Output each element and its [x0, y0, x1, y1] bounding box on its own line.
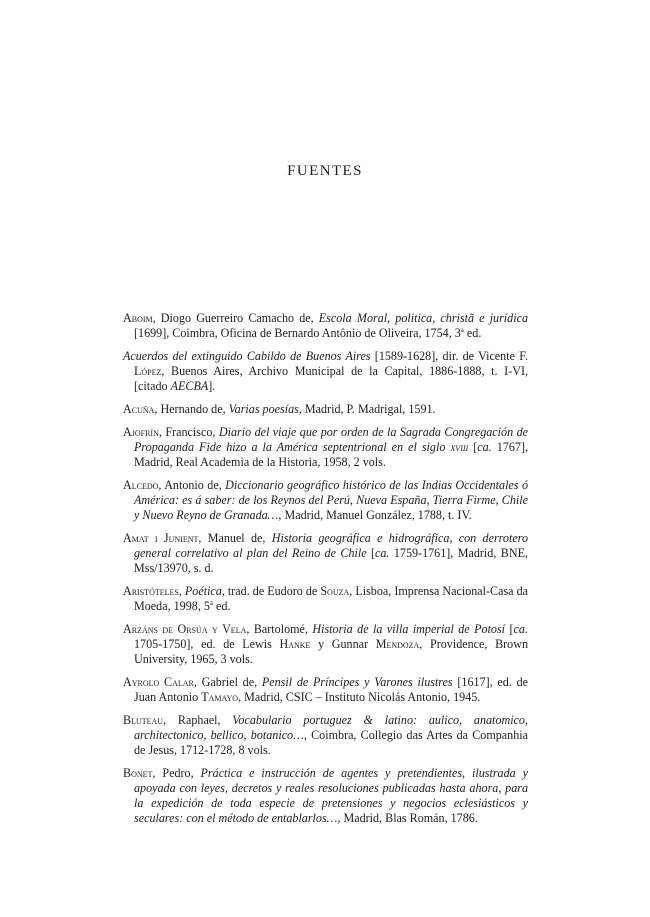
century-numeral: xviii [450, 440, 469, 454]
entry-text: , Pedro, [152, 766, 201, 780]
author-name: Arzáns de Orsúa y Vela [123, 622, 247, 636]
entry-text: , Bartolomé, [246, 622, 313, 636]
entry-text: , Raphael, [163, 713, 233, 727]
translator-name: Souza [320, 584, 350, 598]
editor-name: Tamayo [201, 690, 239, 704]
entry-text: , Francisco, [158, 425, 219, 439]
entry-text: , Madrid, CSIC – Instituto Nicolás Antonio, 1945. [238, 690, 481, 704]
author-name: Amat i Junient [123, 531, 199, 545]
editor-name: López [134, 364, 162, 378]
citation-abbreviation: AECBA [170, 379, 209, 393]
entry-text: , Gabriel de, [193, 675, 262, 689]
bibliography-list [123, 311, 528, 834]
bibliography-entry [123, 675, 528, 705]
work-title: Práctica e instrucción de agentes y pretendientes, ilustrada y apoyada con leyes, decretos y reales resoluciones publicadas hasta ahora, para la expedición de toda especie de pretensiones y negocios eclesiásticos y seculares: con el método de entablarlos… [134, 766, 528, 825]
work-title: Poética [184, 584, 222, 598]
bibliography-entry [123, 478, 528, 523]
work-title: Pensil de Príncipes y Varones ilustres [261, 675, 453, 689]
entry-text: [ [366, 546, 376, 560]
bibliography-entry [123, 349, 528, 394]
bibliography-entry [123, 531, 528, 576]
entry-text: [ [468, 440, 478, 454]
work-title: Diario del viaje que por orden de la Sagrada Congregación de Propaganda Fide hizo a la América septentrional en el siglo [134, 425, 528, 454]
entry-text: ed. [213, 599, 231, 613]
entry-text: [1699], Coimbra, Oficina de Bernardo Antônio de Oliveira, 1754, 3 [134, 326, 461, 340]
author-name: Bonet [123, 766, 153, 780]
entry-text: 1759-1761], Madrid, BNE, Mss/13970, s. d. [134, 546, 528, 575]
bibliography-entry [123, 766, 528, 826]
entry-text: , [178, 584, 185, 598]
entry-text: [1589-1628], dir. de Vicente F. [370, 349, 529, 363]
entry-text: ]. [208, 379, 216, 393]
work-title: Historia de la villa imperial de Potosí [312, 622, 506, 636]
bibliography-entry [123, 402, 528, 417]
entry-text: , Madrid, Manuel González, 1788, t. IV. [278, 508, 472, 522]
entry-text: , Madrid, Blas Román, 1786. [337, 811, 478, 825]
author-name: Bluteau [123, 713, 164, 727]
bibliography-entry [123, 584, 528, 614]
entry-text: [1617], ed. de Juan Antonio [134, 675, 528, 704]
edition-superscript: a [209, 598, 214, 607]
entry-text: , Antonio de, [158, 478, 226, 492]
entry-text: , Hernando de, [154, 402, 229, 416]
circa-abbreviation: ca. [513, 622, 528, 636]
entry-text: , Diogo Guerreiro Camacho de, [152, 311, 319, 325]
entry-text: [ [505, 622, 514, 636]
entry-text: , Manuel de, [198, 531, 272, 545]
work-title: Vocabulario portuguez & latino: aulico, anatomico, architectonico, bellico, botanico… [134, 713, 528, 742]
page-title: FUENTES [287, 163, 363, 179]
author-name: Ajofrín [123, 425, 159, 439]
author-name: Ayrolo Calar [123, 675, 194, 689]
work-title: Varias poesías [228, 402, 299, 416]
entry-text: , Madrid, P. Madrigal, 1591. [298, 402, 436, 416]
entry-text: , Providence, Brown University, 1965, 3 vols. [134, 637, 528, 666]
bibliography-entry [123, 311, 528, 341]
entry-text: , trad. de Eudoro de [221, 584, 321, 598]
entry-text: 1705-1750], ed. de Lewis [134, 637, 280, 651]
bibliography-entry [123, 425, 528, 470]
author-name: Aboim [123, 311, 153, 325]
author-name: Alcedo [123, 478, 159, 492]
bibliography-entry [123, 713, 528, 758]
work-title: Historia geográfica e hidrográfica, con derrotero general correlativo al plan del Reino de Chile [134, 531, 529, 560]
editor-name: Hanke [279, 637, 311, 651]
entry-text: , Coimbra, Collegio das Artes da Companhia de Jesus, 1712-1728, 8 vols. [134, 728, 528, 757]
author-name: Acuña [123, 402, 155, 416]
entry-text: , Buenos Aires, Archivo Municipal de la Capital, 1886-1888, t. I-VI, [citado [134, 364, 528, 393]
bibliography-entry [123, 622, 528, 667]
edition-superscript: a [460, 325, 464, 334]
circa-abbreviation: ca. [375, 546, 390, 560]
entry-text: y Gunnar [310, 637, 376, 651]
entry-text: 1767], Madrid, Real Academia de la Historia, 1958, 2 vols. [134, 440, 528, 469]
author-name: Aristóteles [123, 584, 179, 598]
entry-text: ed. [463, 326, 482, 340]
editor-name: Mendoza [375, 637, 420, 651]
work-title: Acuerdos del extinguido Cabildo de Buenos Aires [123, 349, 371, 363]
entry-text: , Lisboa, Imprensa Nacional-Casa da Moeda, 1998, 5 [134, 584, 528, 613]
work-title: Diccionario geográfico histórico de las Indias Occidentales ó América: es á saber: de los Reynos del Perú, Nueva España, Tierra Firme, Chile y Nuevo Reyno de Granada… [134, 478, 528, 522]
circa-abbreviation: ca. [477, 440, 492, 454]
work-title: Escola Moral, politica, christã e jurídica [318, 311, 528, 325]
